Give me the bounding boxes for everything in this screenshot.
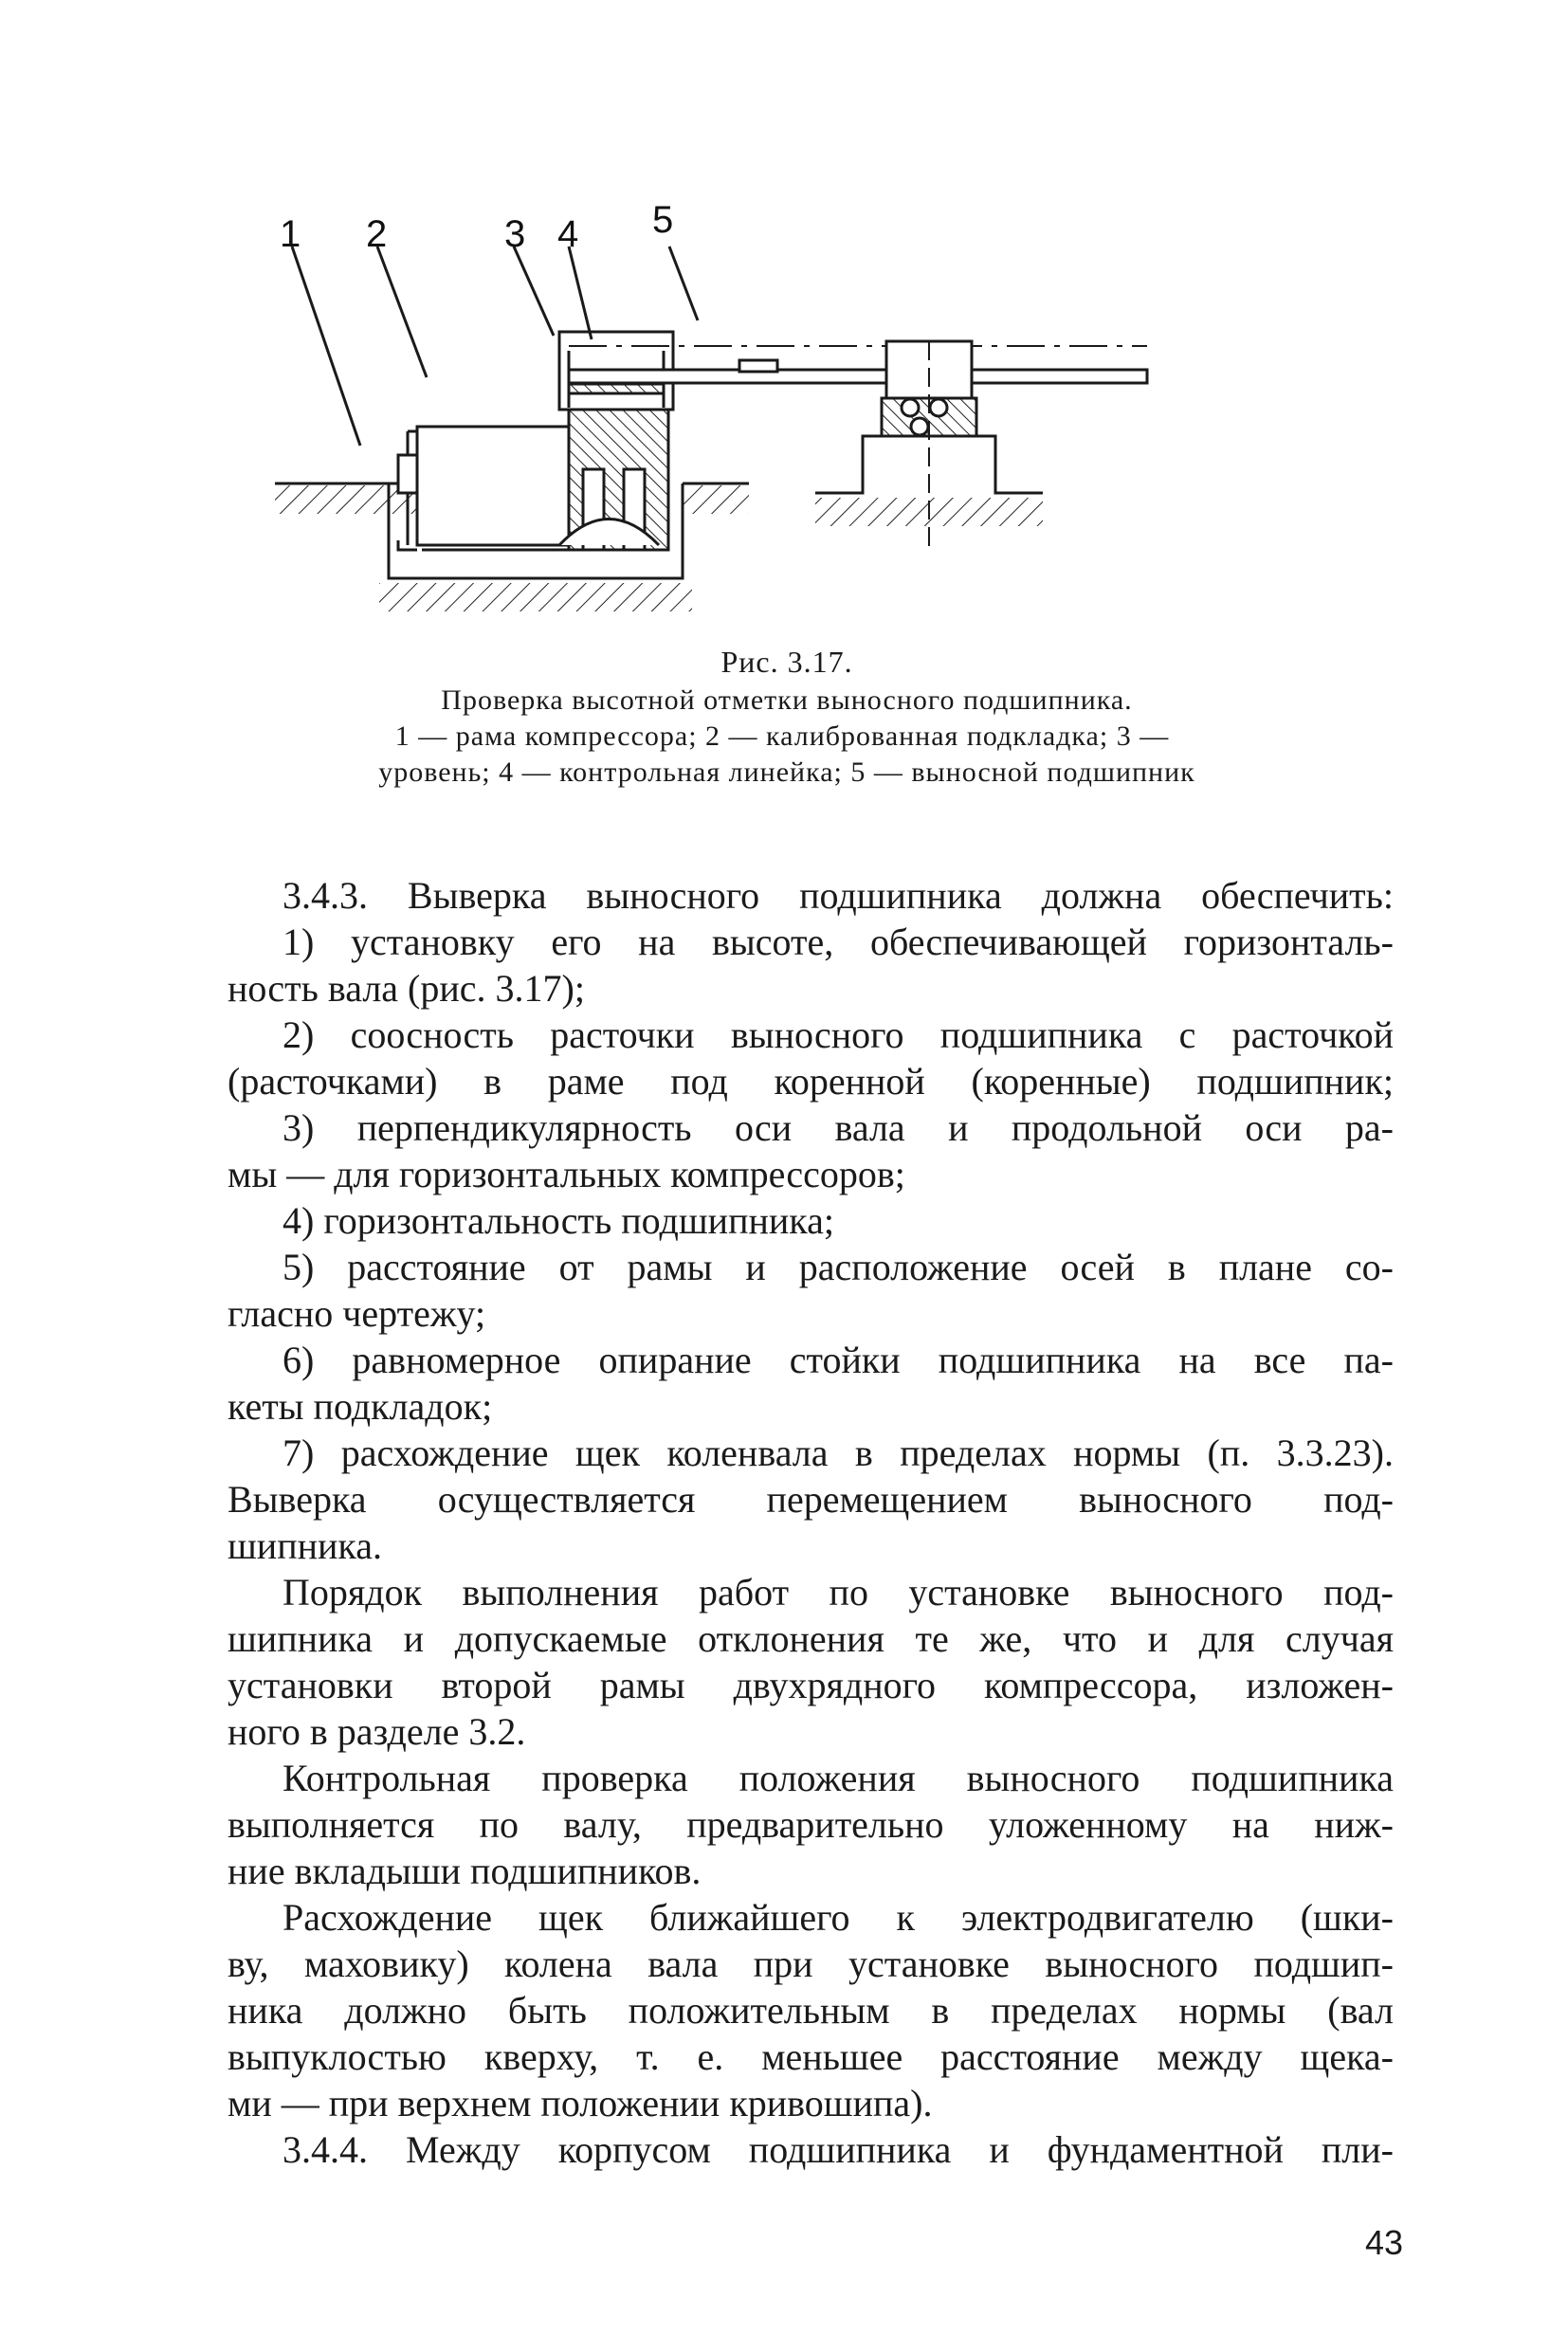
text-line: (расточками) в раме под коренной (коренные) подшипник; [228,1060,1394,1103]
figure-label-4: 4 [557,213,579,255]
figure-label-2: 2 [366,213,388,255]
text-line: Контрольная проверка положения выносного подшипника [283,1757,1394,1799]
figure-label-3: 3 [504,213,526,255]
bearing-diagram [256,218,1280,616]
text-line: ника должно быть положительным в пределах нормы (вал [228,1989,1394,2032]
text-line: 5) расстояние от рамы и расположение осей в плане со- [283,1246,1394,1288]
figure-caption-legend-line-1: 1 — рама компрессора; 2 — калиброванная подкладка; 3 — [394,720,1170,752]
page-number: 43 [1365,2223,1404,2262]
figure-label-5: 5 [652,199,674,241]
text-line: Расхождение щек ближайшего к электродвигателю (шки- [283,1896,1394,1939]
text-line: ние вкладыши подшипников. [228,1850,702,1892]
text-line: 7) расхождение щек коленвала в пределах нормы (п. 3.3.23). [283,1431,1394,1474]
body-text [228,872,1394,2173]
text-line: шипника и допускаемые отклонения те же, что и для случая [228,1617,1394,1660]
text-line: 3) перпендикулярность оси вала и продольной оси ра- [283,1106,1394,1149]
text-line: ность вала (рис. 3.17); [228,967,585,1010]
text-line: выпуклостью кверху, т. е. меньшее расстояние между щека- [228,2035,1394,2078]
text-line: 4) горизонтальность подшипника; [283,1199,834,1242]
text-line: выполняется по валу, предварительно уложенному на ниж- [228,1803,1394,1846]
figure-caption-legend-line-2: уровень; 4 — контрольная линейка; 5 — выносной подшипник [378,757,1195,788]
figure-label-1: 1 [280,213,301,255]
text-line: 3.4.4. Между корпусом подшипника и фундаментной пли- [283,2128,1394,2171]
text-line: ми — при верхнем положении кривошипа). [228,2082,933,2124]
text-line: Выверка осуществляется перемещением выносного под- [228,1478,1394,1521]
text-line: ву, маховику) колена вала при установке выносного подшип- [228,1942,1394,1985]
text-line: ного в разделе 3.2. [228,1710,526,1753]
text-line: 6) равномерное опирание стойки подшипника на все па- [283,1339,1394,1381]
figure-3-17 [256,199,1280,616]
text-line: 2) соосность расточки выносного подшипника с расточкой [283,1013,1394,1056]
figure-caption-heading: Проверка высотной отметки выносного подшипника. [441,684,1133,716]
text-line: 3.4.3. Выверка выносного подшипника должна обеспечить: [283,874,1394,917]
text-line: Порядок выполнения работ по установке выносного под- [283,1571,1394,1614]
text-line: шипника. [228,1524,383,1567]
text-line: 1) установку его на высоте, обеспечивающей горизонталь- [283,921,1394,963]
figure-caption-number: Рис. 3.17. [720,645,853,679]
text-line: кеты подкладок; [228,1385,493,1428]
text-line: гласно чертежу; [228,1292,486,1335]
text-line: мы — для горизонтальных компрессоров; [228,1153,905,1195]
text-line: установки второй рамы двухрядного компрессора, изложен- [228,1664,1394,1706]
